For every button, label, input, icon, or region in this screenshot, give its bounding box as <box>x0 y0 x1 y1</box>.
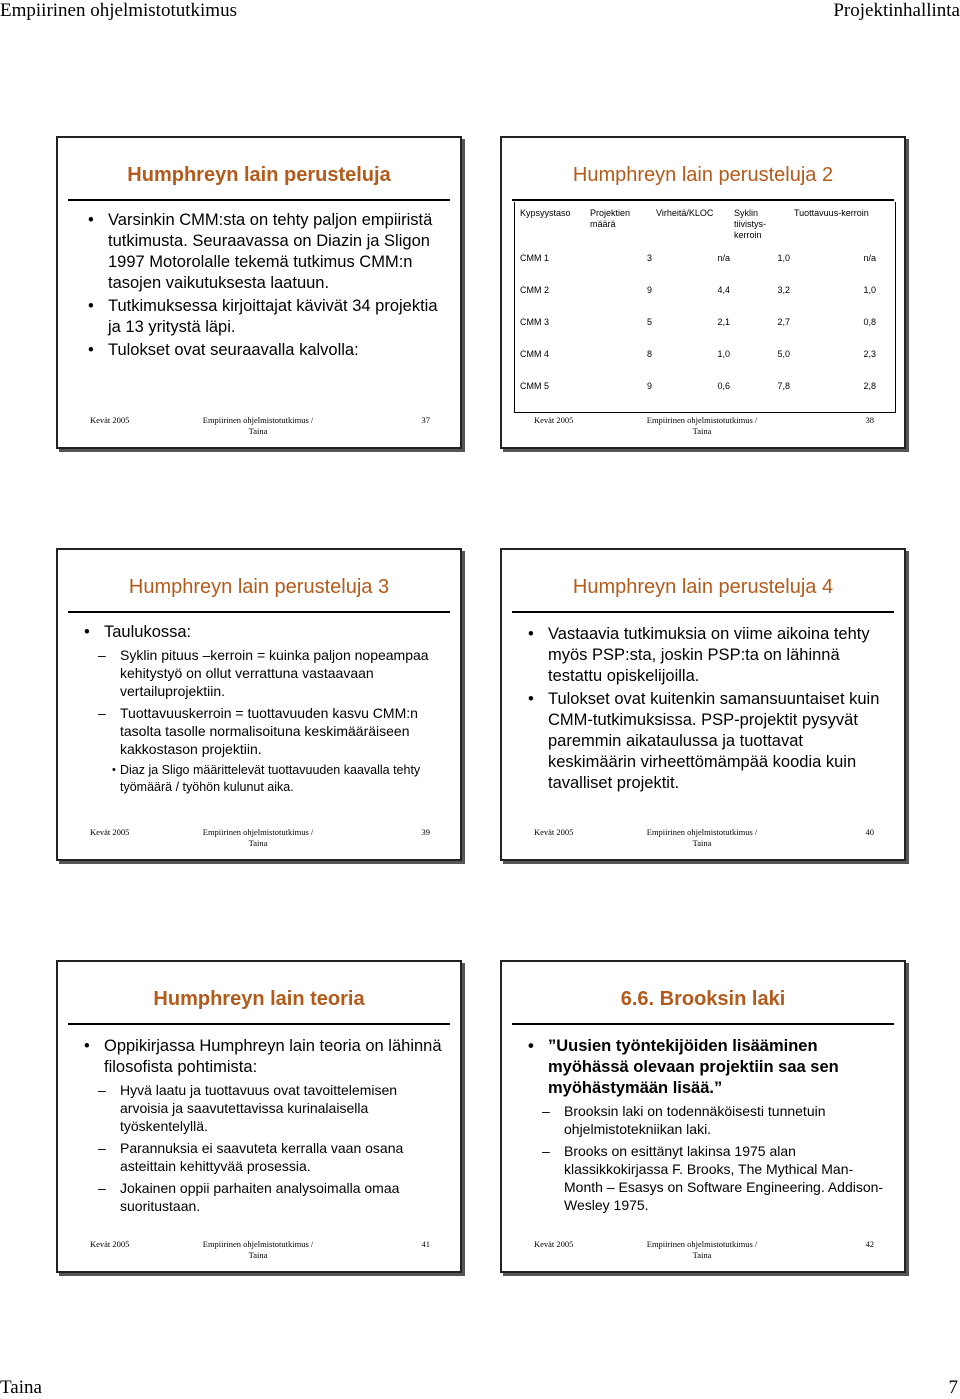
slide-title: 6.6. Brooksin laki <box>620 988 786 1010</box>
slide-42 <box>500 960 906 1273</box>
cell-level: CMM 2 <box>520 285 549 295</box>
slide-footer-date: Kevät 2005 <box>534 827 574 837</box>
table-row <box>518 338 878 370</box>
cell-productivity: 0,8 <box>863 317 876 327</box>
cell-productivity: n/a <box>863 253 876 263</box>
cell-productivity: 1,0 <box>863 285 876 295</box>
slide-number: 38 <box>865 415 874 425</box>
slide-footer-date: Kevät 2005 <box>90 827 130 837</box>
cell-defects: 1,0 <box>717 349 730 359</box>
cell-projects: 9 <box>646 285 652 295</box>
cell-projects: 8 <box>646 349 652 359</box>
slide-number: 37 <box>421 415 430 425</box>
bullet: • Tutkimuksessa kirjoittajat kävivät 34 projektia ja 13 yritystä läpi. <box>86 296 446 338</box>
column-header: Virheitä/KLOC <box>656 208 714 218</box>
slide-number: 42 <box>865 1239 874 1249</box>
slide-number: 39 <box>421 827 430 837</box>
slide-40 <box>500 548 906 861</box>
cell-cycle: 5,0 <box>777 349 790 359</box>
title-divider <box>512 611 894 613</box>
slide-footer-course: Empiirinen ohjelmistotutkimus / Taina <box>202 827 314 848</box>
column-header: Kypsyystaso <box>520 208 571 218</box>
column-header: Syklin tiivistys-kerroin <box>734 208 766 240</box>
slide-title: Humphreyn lain perusteluja <box>127 164 391 186</box>
cmm-table <box>518 208 878 402</box>
cell-cycle: 7,8 <box>777 381 790 391</box>
cell-level: CMM 5 <box>520 381 549 391</box>
sub-bullet: – Parannuksia ei saavuteta kerralla vaan osana asteittain kehittyvää prosessia. <box>82 1139 446 1175</box>
cell-projects: 9 <box>646 381 652 391</box>
page-header-left: Empiirinen ohjelmistotutkimus <box>0 0 237 21</box>
column-header: Projektien määrä <box>590 208 631 229</box>
sub-bullet: – Jokainen oppii parhaiten analysoimalla omaa suoritustaan. <box>82 1179 446 1215</box>
cell-cycle: 3,2 <box>777 285 790 295</box>
table-header-row <box>518 208 878 242</box>
sub-bullet: – Hyvä laatu ja tuottavuus ovat tavoittelemisen arvoisia ja saavutettavissa kurinalaisella työskentelyllä. <box>82 1081 446 1135</box>
slide-footer-course: Empiirinen ohjelmistotutkimus / Taina <box>646 827 758 848</box>
table-row <box>518 242 878 274</box>
title-divider <box>512 199 894 201</box>
sub-bullet: – Brooks on esittänyt lakinsa 1975 alan klassikkokirjassa F. Brooks, The Mythical Man-Month – Esasys on Software Engineering. Addison-Wesley 1975. <box>526 1142 890 1214</box>
slide-footer-date: Kevät 2005 <box>534 1239 574 1249</box>
bullet: • Vastaavia tutkimuksia on viime aikoina tehty myös PSP:sta, joskin PSP:ta on lähinnä testattu opiskelijoilla. <box>526 624 890 687</box>
bullet: • Oppikirjassa Humphreyn lain teoria on lähinnä filosofista pohtimista: <box>82 1036 446 1078</box>
cell-projects: 5 <box>646 317 652 327</box>
cell-defects: 4,4 <box>717 285 730 295</box>
cell-projects: 3 <box>646 253 652 263</box>
quote-bullet: • ”Uusien työntekijöiden lisääminen myöhässä olevaan projektiin saa sen myöhästymään lisää.” <box>526 1036 890 1099</box>
cell-level: CMM 1 <box>520 253 549 263</box>
page-number: 7 <box>948 1377 958 1398</box>
table-row <box>518 274 878 306</box>
cell-level: CMM 4 <box>520 349 549 359</box>
cell-defects: n/a <box>717 253 730 263</box>
slide-footer-course: Empiirinen ohjelmistotutkimus / Taina <box>202 415 314 436</box>
column-header: Tuottavuus-kerroin <box>794 208 869 218</box>
slide-38 <box>500 136 906 449</box>
title-divider <box>68 1023 450 1025</box>
slide-37 <box>56 136 462 449</box>
title-divider <box>512 1023 894 1025</box>
slide-footer-date: Kevät 2005 <box>534 415 574 425</box>
sub-sub-bullet: • Diaz ja Sligo määrittelevät tuottavuuden kaavalla tehty työmäärä / työhön kulunut aika. <box>82 762 446 796</box>
cell-level: CMM 3 <box>520 317 549 327</box>
sub-bullet: – Syklin pituus –kerroin = kuinka paljon nopeampaa kehitystyö on ollut verrattuna vastaavaan vertailuprojektiin. <box>82 646 446 700</box>
bullet: • Tulokset ovat kuitenkin samansuuntaiset kuin CMM-tutkimuksissa. PSP-projektit pysyvät paremmin aikataulussa ja tuottavat keskimäärin virheettömämpää koodia kuin tavalliset projektit. <box>526 689 890 794</box>
cell-defects: 2,1 <box>717 317 730 327</box>
page-footer-author: Taina <box>0 1377 42 1398</box>
title-divider <box>68 611 450 613</box>
slide-number: 40 <box>865 827 874 837</box>
slide-title: Humphreyn lain perusteluja 3 <box>128 576 390 598</box>
table-row <box>518 306 878 338</box>
page-header-right: Projektinhallinta <box>833 0 960 21</box>
bullet: • Varsinkin CMM:sta on tehty paljon empiiristä tutkimusta. Seuraavassa on Diazin ja Sligon 1997 Motorolalle tekemä tutkimus CMM:n tasojen vaikutuksesta laatuun. <box>86 210 446 294</box>
title-divider <box>68 199 450 201</box>
slide-footer-date: Kevät 2005 <box>90 1239 130 1249</box>
sub-bullet: – Brooksin laki on todennäköisesti tunnetuin ohjelmistotekniikan laki. <box>526 1102 890 1138</box>
bullet: • Tulokset ovat seuraavalla kalvolla: <box>86 340 446 361</box>
slide-footer-date: Kevät 2005 <box>90 415 130 425</box>
cell-cycle: 2,7 <box>777 317 790 327</box>
slide-39 <box>56 548 462 861</box>
bullet: • Taulukossa: <box>82 622 446 643</box>
cell-cycle: 1,0 <box>777 253 790 263</box>
table-row <box>518 370 878 402</box>
slide-title: Humphreyn lain perusteluja 2 <box>572 164 834 186</box>
slide-footer-course: Empiirinen ohjelmistotutkimus / Taina <box>202 1239 314 1260</box>
slide-41 <box>56 960 462 1273</box>
slide-title: Humphreyn lain perusteluja 4 <box>572 576 834 598</box>
slide-title: Humphreyn lain teoria <box>153 988 365 1010</box>
cell-productivity: 2,8 <box>863 381 876 391</box>
cell-defects: 0,6 <box>717 381 730 391</box>
slide-number: 41 <box>421 1239 430 1249</box>
slide-footer-course: Empiirinen ohjelmistotutkimus / Taina <box>646 1239 758 1260</box>
sub-bullet: – Tuottavuuskerroin = tuottavuuden kasvu CMM:n tasolta tasolle normalisoituna keskimääräiseen kakkostason projektiin. <box>82 704 446 758</box>
slide-footer-course: Empiirinen ohjelmistotutkimus / Taina <box>646 415 758 436</box>
cell-productivity: 2,3 <box>863 349 876 359</box>
